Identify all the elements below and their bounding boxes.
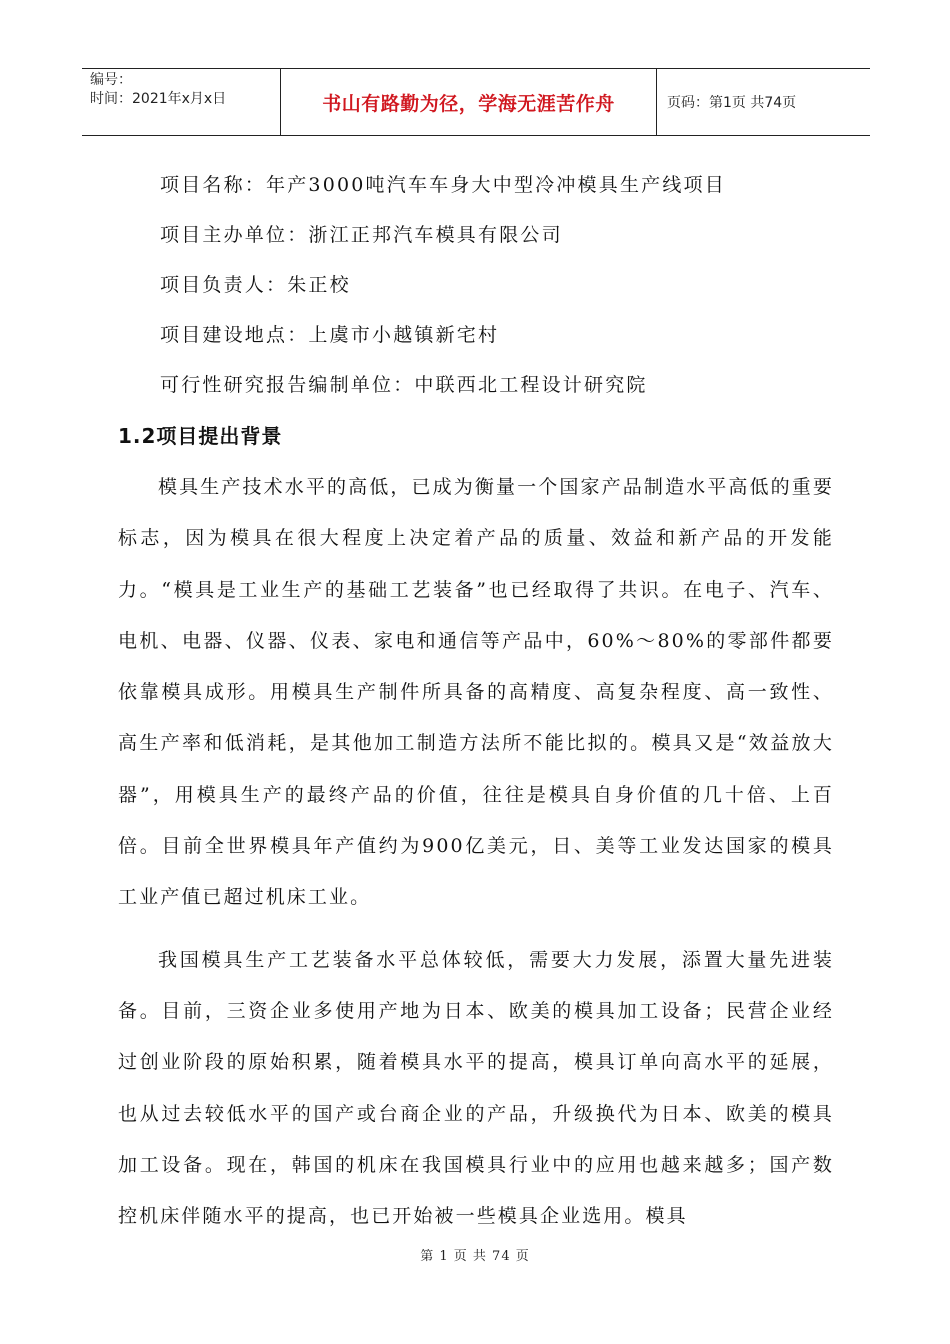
project-location: 项目建设地点：上虞市小越镇新宅村 (160, 324, 500, 346)
header-slogan: 书山有路勤为径，学海无涯苦作舟 (281, 69, 657, 135)
header-page-info: 页码：第1页 共74页 (667, 95, 797, 111)
document-body (118, 160, 834, 1242)
document-date-label: 时间：2021年x月x日 (90, 91, 227, 107)
project-leader: 项目负责人：朱正校 (160, 274, 351, 296)
document-header (82, 68, 870, 136)
project-name: 项目名称：年产3000吨汽车车身大中型冷冲模具生产线项目 (160, 174, 726, 196)
document-number-label: 编号： (90, 72, 132, 88)
header-meta (82, 69, 281, 135)
section-heading: 1.2项目提出背景 (118, 424, 283, 448)
report-preparer: 可行性研究报告编制单位：中联西北工程设计研究院 (160, 374, 648, 396)
paragraph: 我国模具生产工艺装备水平总体较低，需要大力发展，添置大量先进装备。目前，三资企业多使用产地为日本、欧美的模具加工设备；民营企业经过创业阶段的原始积累，随着模具水平的提高，模具订单向高水平的延展，也从过去较低水平的国产或台商企业的产品，升级换代为日本、欧美的模具加工设备。现在，韩国的机床在我国模具行业中的应用也越来越多；国产数控机床伴随水平的提高，也已开始被一些模具企业选用。模具 (118, 948, 834, 1228)
page-footer: 第 1 页 共 74 页 (420, 1249, 530, 1264)
paragraph: 模具生产技术水平的高低，已成为衡量一个国家产品制造水平高低的重要标志，因为模具在很大程度上决定着产品的质量、效益和新产品的开发能力。“模具是工业生产的基础工艺装备”也已经取得了共识。在电子、汽车、电机、电器、仪器、仪表、家电和通信等产品中，60%～80%的零部件都要依靠模具成形。用模具生产制件所具备的高精度、高复杂程度、高一致性、高生产率和低消耗，是其他加工制造方法所不能比拟的。模具又是“效益放大器”，用模具生产的最终产品的价值，往往是模具自身价值的几十倍、上百倍。目前全世界模具年产值约为900亿美元，日、美等工业发达国家的模具工业产值已超过机床工业。 (118, 476, 834, 909)
project-sponsor: 项目主办单位：浙江正邦汽车模具有限公司 (160, 224, 563, 246)
